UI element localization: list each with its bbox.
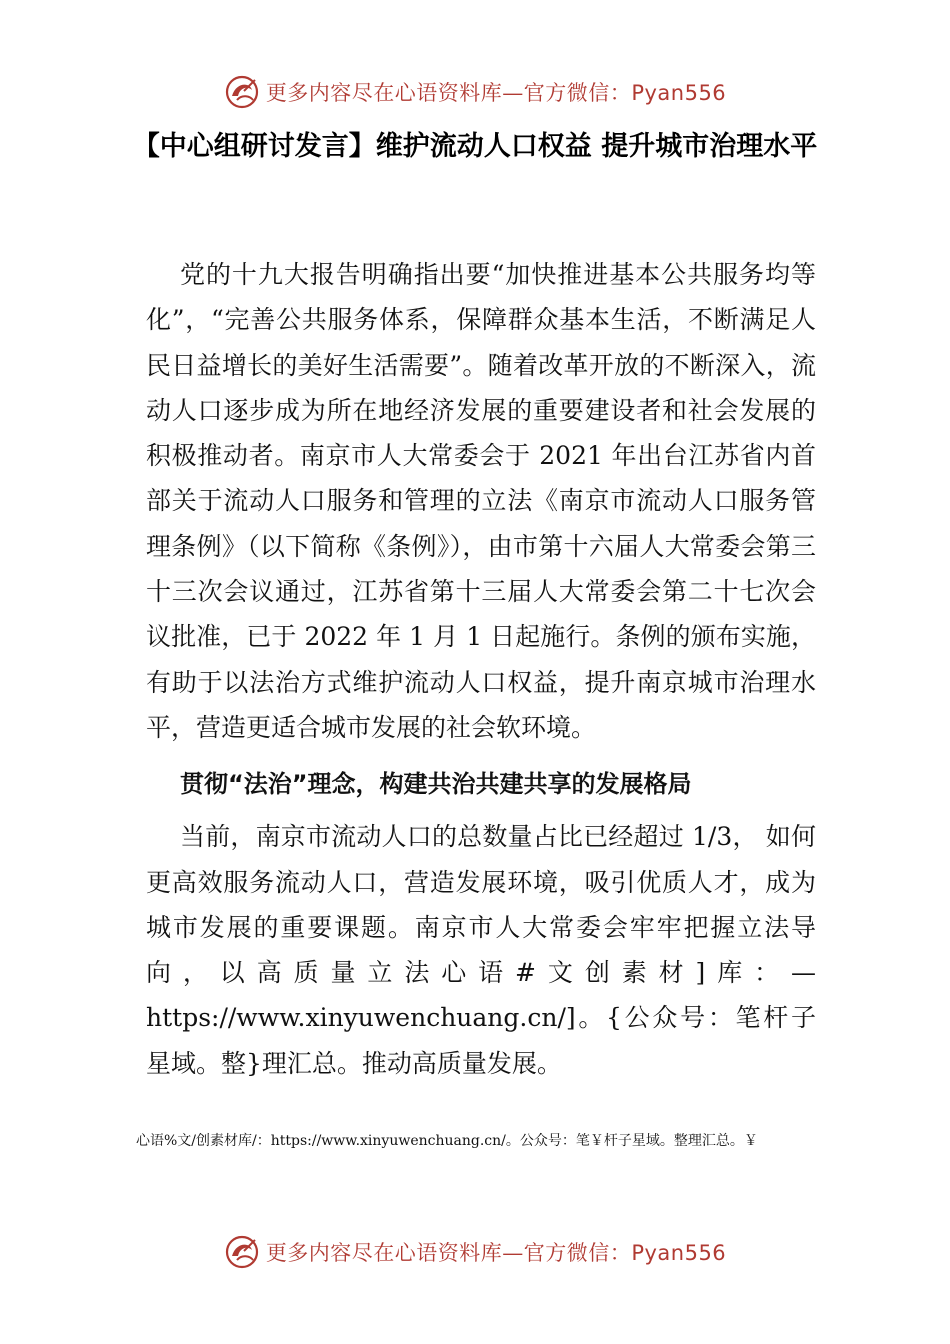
bottom-banner	[0, 1230, 950, 1274]
section-heading: 贯彻“法治”理念，构建共治共建共享的发展格局	[180, 770, 692, 799]
paragraph-1: 党的十九大报告明确指出要“加快推进基本公共服务均等化”，“完善公共服务体系，保障群众基本生活，不断满足人民日益增长的美好生活需要”。随着改革开放的不断深入，流动人口逐步成为所在地经济发展的重要建设者和社会发展的积极推动者。南京市人大常委会于 2021 年出台江苏省内首部关于流动人口服务和管理的立法《南京市流动人口服务管理条例》（以下简称《条例》），由市第十六届人大常委会第三十三次会议通过，江苏省第十三届人大常委会第二十七次会议批准，已于 2022 年 1 月 1 日起施行。条例的颁布实施，有助于以法治方式维护流动人口权益，提升南京城市治理水平，营造更适合城市发展的社会软环境。	[146, 260, 816, 742]
document-title: 【中心组研讨发言】维护流动人口权益 提升城市治理水平	[132, 131, 818, 162]
banner-wechat-id: Pyan556	[631, 1241, 727, 1265]
top-banner	[0, 70, 950, 114]
red-swirl-logo-icon	[224, 74, 260, 110]
banner-text: 更多内容尽在心语资料库—官方微信：Pyan556	[265, 1241, 727, 1265]
document-body	[146, 252, 816, 1086]
red-swirl-logo-icon	[224, 1234, 260, 1270]
banner-text: 更多内容尽在心语资料库—官方微信：Pyan556	[265, 81, 727, 105]
footnote: 心语%文/创素材库/：https://www.xinyuwenchuang.cn/。公众号：笔￥杆子星域。整理汇总。￥	[136, 1133, 758, 1149]
paragraph-2: 当前，南京市流动人口的总数量占比已经超过 1/3， 如何更高效服务流动人口，营造发展环境，吸引优质人才，成为城市发展的重要课题。南京市人大常委会牢牢把握立法导向，以高质量立法心语#文创素材]库：—https://www.xinyuwenchuang.cn/]。{公众号：笔杆子星域。整}理汇总。推动高质量发展。	[146, 822, 816, 1078]
banner-wechat-id: Pyan556	[631, 81, 727, 105]
